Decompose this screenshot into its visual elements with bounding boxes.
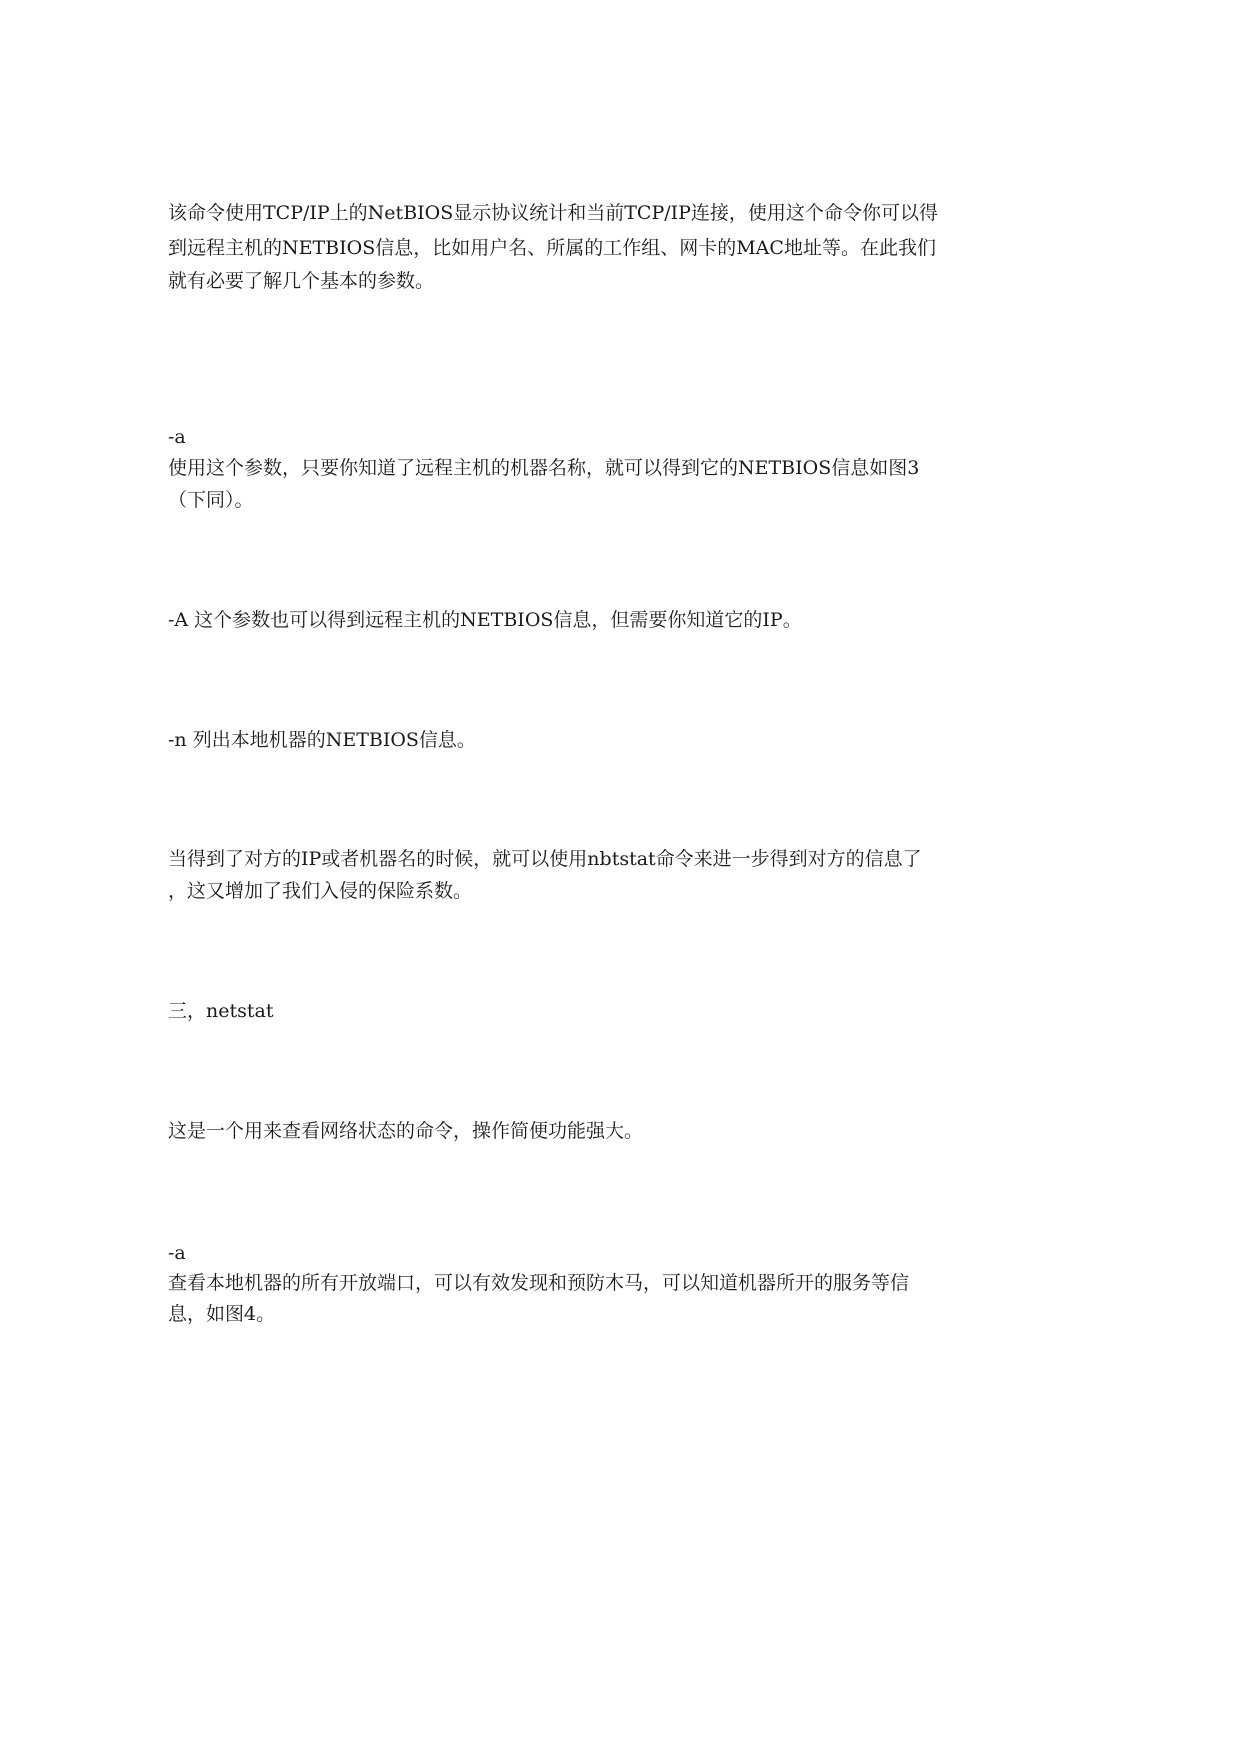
netstat-param-a-flag: -a bbox=[168, 1242, 186, 1264]
param-n-line: -n 列出本地机器的NETBIOS信息。 bbox=[168, 729, 476, 751]
usage-line-2: ，这又增加了我们入侵的保险系数。 bbox=[168, 880, 473, 902]
intro-line-3: 就有必要了解几个基本的参数。 bbox=[168, 270, 435, 292]
usage-line-1: 当得到了对方的IP或者机器名的时候，就可以使用nbtstat命令来进一步得到对方的信息了 bbox=[168, 848, 922, 870]
netstat-param-a-desc-line-2: 息，如图4。 bbox=[168, 1303, 276, 1325]
intro-line-1: 该命令使用TCP/IP上的NetBIOS显示协议统计和当前TCP/IP连接，使用这个命令你可以得 bbox=[168, 202, 938, 224]
param-A-line: -A 这个参数也可以得到远程主机的NETBIOS信息，但需要你知道它的IP。 bbox=[168, 609, 802, 631]
netstat-intro-line: 这是一个用来查看网络状态的命令，操作简便功能强大。 bbox=[168, 1120, 644, 1142]
param-a-flag: -a bbox=[168, 426, 186, 448]
netstat-param-a-desc-line-1: 查看本地机器的所有开放端口，可以有效发现和预防木马，可以知道机器所开的服务等信 bbox=[168, 1272, 910, 1294]
section-heading-netstat: 三，netstat bbox=[168, 1000, 274, 1022]
param-a-desc-line-2: （下同）。 bbox=[168, 489, 254, 511]
param-a-desc-line-1: 使用这个参数，只要你知道了远程主机的机器名称，就可以得到它的NETBIOS信息如图3 bbox=[168, 457, 920, 479]
intro-line-2: 到远程主机的NETBIOS信息，比如用户名、所属的工作组、网卡的MAC地址等。在此我们 bbox=[168, 237, 936, 259]
